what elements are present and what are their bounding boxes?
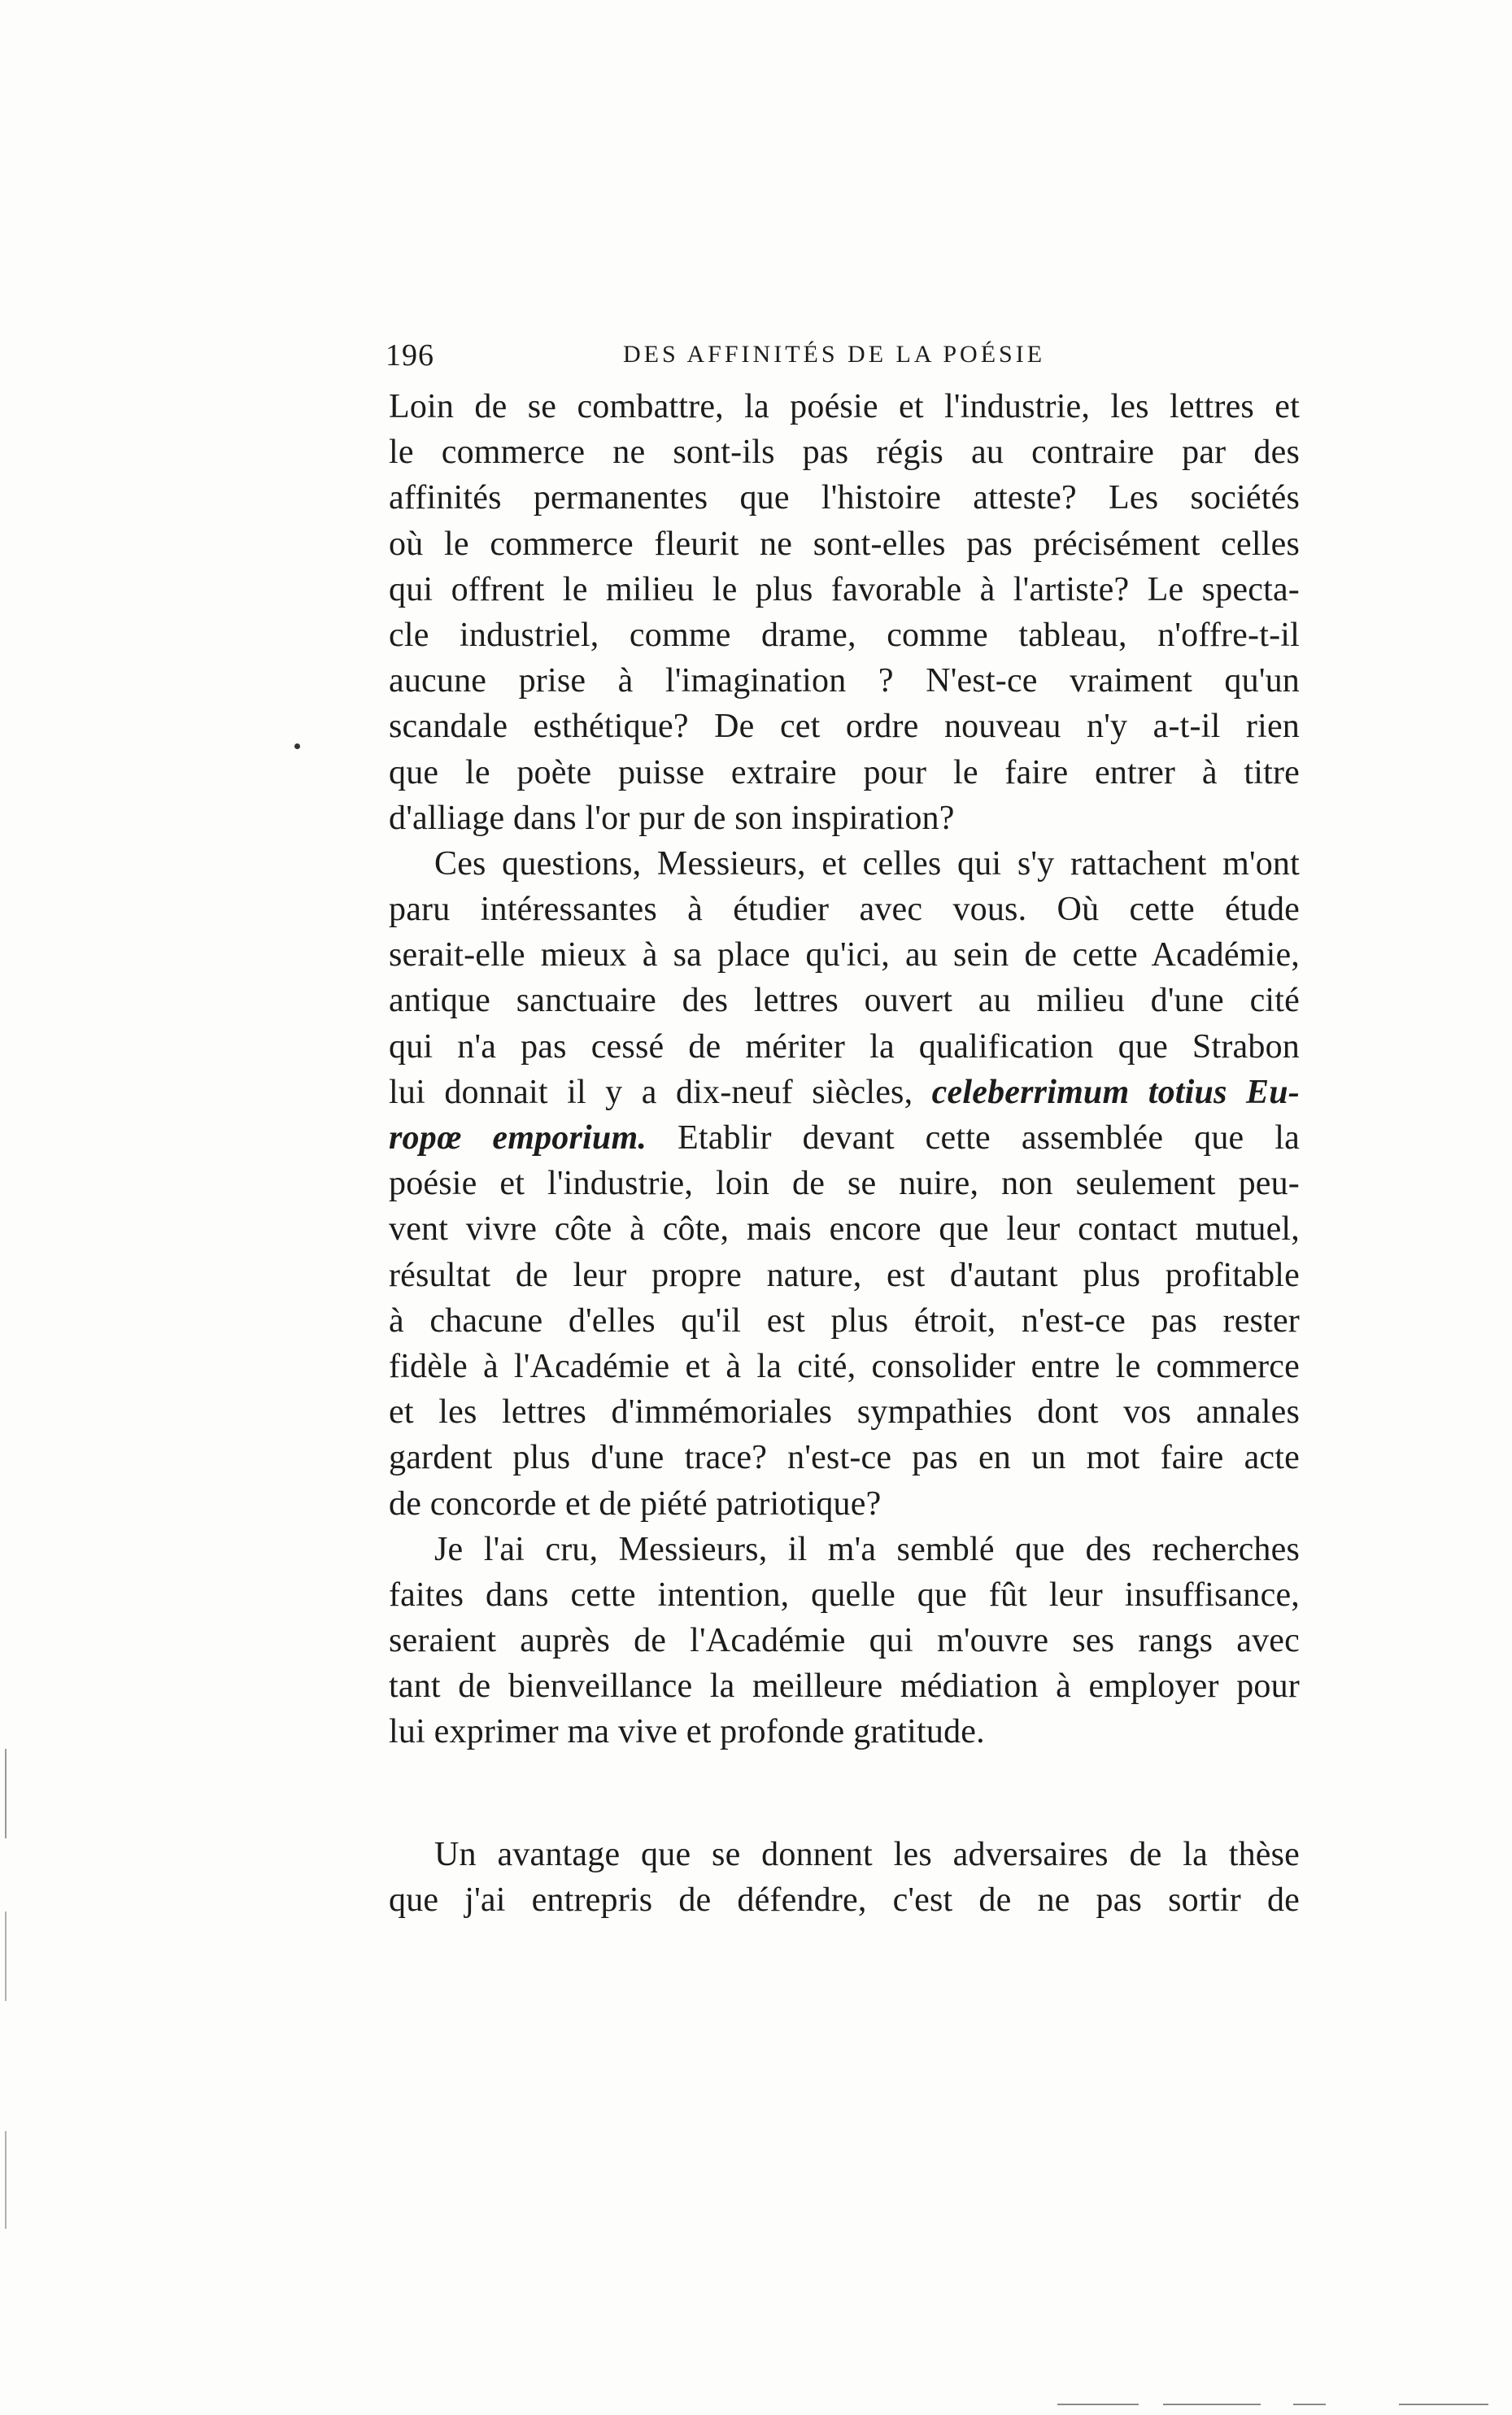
text-line: d'alliage dans l'or pur de son inspiration? — [389, 799, 955, 837]
text-line: que j'ai entrepris de défendre, c'est de ne pas sortir de — [389, 1881, 1300, 1919]
text-line: serait-elle mieux à sa place qu'ici, au sein de cette Académie, — [389, 936, 1300, 974]
text-line: Ces questions, Messieurs, et celles qui s'y rattachent m'ont — [434, 844, 1300, 883]
text-line: gardent plus d'une trace? n'est-ce pas en un mot faire acte — [389, 1439, 1300, 1477]
scan-mark — [294, 743, 300, 749]
text-line: résultat de leur propre nature, est d'autant plus profitable — [389, 1256, 1300, 1294]
text-line: seraient auprès de l'Académie qui m'ouvre ses rangs avec — [389, 1622, 1300, 1660]
text-line: paru intéressantes à étudier avec vous. Où cette étude — [389, 891, 1300, 929]
text-line: fidèle à l'Académie et à la cité, consolider entre le commerce — [389, 1347, 1300, 1385]
page-header — [386, 338, 1305, 378]
text-line: le commerce ne sont-ils pas régis au contraire par des — [389, 434, 1300, 472]
text-line: que le poète puisse extraire pour le faire entrer à titre — [389, 753, 1300, 791]
text-line: tant de bienveillance la meilleure médiation à employer pour — [389, 1667, 1300, 1706]
text-line: faites dans cette intention, quelle que fût leur insuffisance, — [389, 1576, 1300, 1614]
text-line: de concorde et de piété patriotique? — [389, 1484, 882, 1523]
text-line: Un avantage que se donnent les adversaires de la thèse — [434, 1835, 1300, 1873]
section-gap — [389, 1755, 1300, 1832]
text-line: aucune prise à l'imagination ? N'est-ce vraiment qu'un — [389, 662, 1300, 700]
text-line: où le commerce fleurit ne sont-elles pas précisément celles — [389, 525, 1300, 563]
scan-mark — [1057, 2404, 1139, 2405]
scan-mark — [5, 2131, 7, 2229]
text-line: poésie et l'industrie, loin de se nuire, non seulement peu- — [389, 1165, 1300, 1203]
text-line: et les lettres d'immémoriales sympathies dont vos annales — [389, 1393, 1300, 1432]
page-number: 196 — [386, 338, 434, 373]
text-line: Je l'ai cru, Messieurs, il m'a semblé que des recherches — [434, 1530, 1300, 1568]
text-line: Loin de se combattre, la poésie et l'industrie, les lettres et — [389, 388, 1300, 425]
text-line: cle industriel, comme drame, comme tableau, n'offre-t-il — [389, 616, 1300, 654]
scan-mark — [1293, 2404, 1326, 2405]
text-line: vent vivre côte à côte, mais encore que leur contact mutuel, — [389, 1210, 1300, 1249]
text-line: lui donnait il y a dix-neuf siècles, celeberrimum totius Eu- — [389, 1073, 1300, 1111]
body-text — [389, 384, 1300, 1923]
text-line: lui exprimer ma vive et profonde gratitude. — [389, 1713, 985, 1751]
paragraph-2 — [389, 841, 1300, 1527]
paragraph-4 — [389, 1832, 1300, 1923]
paragraph-3 — [389, 1527, 1300, 1755]
text-line: scandale esthétique? De cet ordre nouveau n'y a-t-il rien — [389, 708, 1300, 746]
text-line: à chacune d'elles qu'il est plus étroit, n'est-ce pas rester — [389, 1301, 1300, 1340]
latin-citation: celeberrimum totius Eu- — [931, 1073, 1300, 1111]
scan-mark — [5, 1912, 7, 2001]
latin-citation: ropœ emporium. — [389, 1119, 647, 1157]
scan-mark — [1163, 2404, 1261, 2405]
text-line: qui n'a pas cessé de mériter la qualification que Strabon — [389, 1027, 1300, 1066]
text-line: ropœ emporium. Etablir devant cette assemblée que la — [389, 1119, 1300, 1157]
text-line: qui offrent le milieu le plus favorable à l'artiste? Le specta- — [389, 570, 1300, 608]
text-line: antique sanctuaire des lettres ouvert au milieu d'une cité — [389, 982, 1300, 1020]
running-head: DES AFFINITÉS DE LA POÉSIE — [623, 341, 1046, 368]
text-line: affinités permanentes que l'histoire atteste? Les sociétés — [389, 479, 1300, 517]
scan-mark — [1399, 2404, 1488, 2405]
scan-mark — [5, 1749, 7, 1838]
paragraph-1 — [389, 384, 1300, 841]
